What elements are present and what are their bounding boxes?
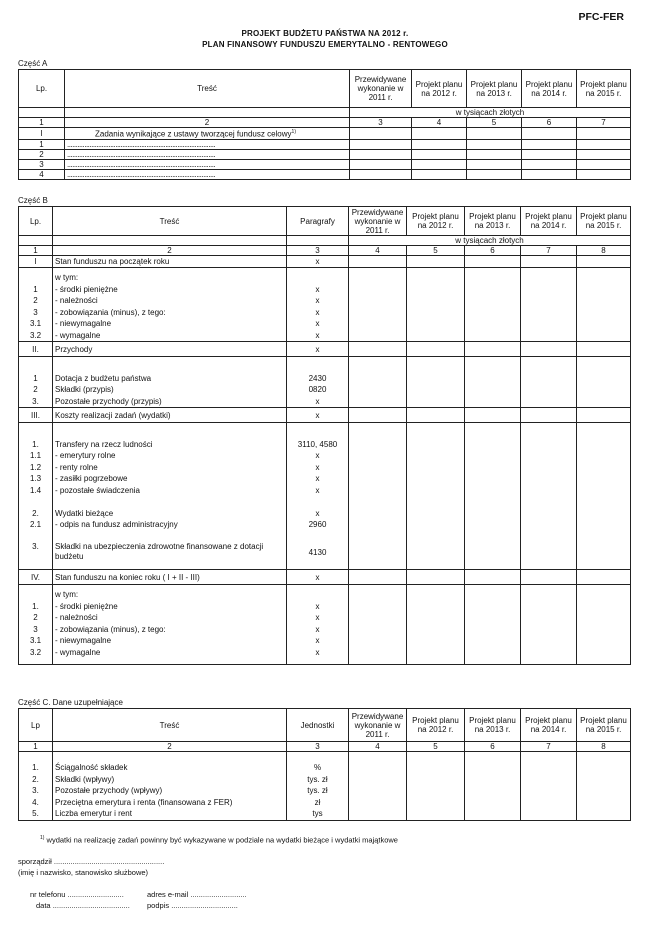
c-colnum: 7 [521,742,577,752]
b-row-lp [21,589,50,601]
b-row-lp [21,361,50,373]
b-row-par: x [315,462,320,472]
footnote-mark: 1) [40,835,45,841]
a-sub-lp: 1 [19,139,65,149]
b-row-lp: 1.3 [29,474,42,483]
b-section-lp: II. [19,342,53,357]
imie-caption: (imię i nazwisko, stanowisko służbowe) [18,868,149,877]
email-line [147,890,247,899]
b-row-text [55,531,284,543]
b-section-par: x [287,408,349,423]
b-section-2 [19,342,631,408]
b-section-par: x [287,342,349,357]
b-row-par [289,272,346,284]
a-header-c7: Projekt planu na 2015 r. [577,70,631,108]
b-row-lp: 2.1 [29,520,42,529]
a-sub-lp: 4 [19,169,65,179]
c-row-text: Ściągalność składek [55,763,128,772]
b-row-lp: 1 [33,284,38,294]
b-row-text [55,496,284,508]
b-section-4 [19,570,631,665]
b-section-lp: IV. [19,570,53,585]
b-row-par [289,427,346,439]
b-colnum: 3 [287,246,349,256]
b-section-1 [19,256,631,342]
c-header-c4: Przewidywane wykonanie w 2011 r. [349,709,407,742]
b-header-c6: Projekt planu na 2013 r. [465,207,521,236]
b-row-par: x [315,396,320,406]
part-a-table [18,69,631,180]
b-row-lp: 1.1 [29,451,42,460]
b-section-par: x [287,570,349,585]
a-sub-dots: ...................................................................................... [65,169,350,179]
sporzadzil-label: sporządził [18,857,52,866]
c-header-jednostki: Jednostki [287,709,349,742]
b-row-lp [21,427,50,439]
a-sub-lp: 3 [19,159,65,169]
b-row-lp [21,531,50,543]
b-row-text: - emerytury rolne [55,451,116,460]
a-header-c6: Projekt planu na 2014 r. [522,70,577,108]
b-row-par: 2430 [308,373,327,383]
a-unit: w tysiącach złotych [350,108,631,118]
c-row-lp: 3. [32,786,39,795]
b-row-lp: 3. [32,542,39,551]
c-row-unit: zł [314,797,321,807]
a-colnum: 2 [65,118,350,128]
b-row-text: - środki pieniężne [55,284,118,294]
a-colnum: 5 [467,118,522,128]
b-colnum: 4 [349,246,407,256]
form-code: PFC-FER [578,11,624,23]
b-row-lp [21,496,50,508]
b-section-title: Koszty realizacji zadań (wydatki) [53,408,287,423]
b-row-lp: 2 [33,296,38,305]
date-label: data [36,901,51,910]
c-row-text: Przeciętna emerytura i renta (finansowana z FER) [55,797,233,807]
b-row-text: Składki (przypis) [55,385,114,394]
b-row-lp: 3 [33,307,38,317]
b-row-lp: 3 [33,624,38,634]
c-header-c6: Projekt planu na 2013 r. [465,709,521,742]
b-section-lp: I [19,256,53,268]
b-row-lp [21,272,50,284]
a-sub-dots: ...................................................................................... [65,149,350,159]
c-colnum: 8 [577,742,631,752]
b-row-lp: 3.1 [29,319,42,328]
b-row-text: - należności [55,296,98,305]
b-section-title: Przychody [53,342,287,357]
a-row-i-text: Zadania wynikające z ustawy tworzącej fundusz celowy [95,129,292,139]
signature-field[interactable]: ................................ [171,901,238,910]
date-line [36,901,130,910]
b-section-par: x [287,256,349,268]
email-field[interactable]: ........................... [190,890,247,899]
c-colnum: 6 [465,742,521,752]
b-row-par: 2960 [308,520,327,529]
part-a-label: Część A [18,59,48,68]
c-header-tresc: Treść [53,709,287,742]
b-row-text: - zobowiązania (minus), z tego: [55,307,166,317]
b-row-text: - należności [55,613,98,622]
b-row-par: 3110, 4580 [297,439,338,449]
date-field[interactable]: ..................................... [52,901,130,910]
b-row-par [289,589,346,601]
b-row-text: - zasiłki pogrzebowe [55,474,128,483]
b-colnum: 5 [407,246,465,256]
b-row-par: x [315,451,320,460]
c-row-text: Pozostałe przychody (wpływy) [55,786,163,795]
a-header-c5: Projekt planu na 2013 r. [467,70,522,108]
footnote [40,835,398,845]
c-row-unit: tys [312,809,323,818]
part-b-label: Część B [18,196,48,205]
b-row-par: x [315,508,320,518]
b-row-text: w tym: [55,273,79,282]
a-colnum: 1 [19,118,65,128]
b-row-par: x [315,319,320,328]
b-row-par: x [315,613,320,622]
phone-field[interactable]: ........................... [67,890,124,899]
b-row-text: - renty rolne [55,462,98,472]
b-header-lp: Lp. [19,207,53,236]
b-row-text: Pozostałe przychody (przypis) [55,396,162,406]
b-row-lp: 1.2 [29,462,42,472]
b-row-lp: 2 [33,385,38,394]
a-colnum: 7 [577,118,631,128]
b-row-text [55,427,284,439]
email-label: adres e-mail [147,890,189,899]
b-colnum: 2 [53,246,287,256]
b-row-par: x [315,647,320,657]
sporzadzil-line [18,857,164,866]
b-row-lp: 1. [32,601,39,611]
a-row-i-text-cell [65,128,350,140]
c-row-text: Składki (wpływy) [55,774,115,784]
a-colnum: 6 [522,118,577,128]
b-row-par [289,361,346,373]
b-row-par: x [315,474,320,483]
b-colnum: 6 [465,246,521,256]
c-row-unit: tys. zł [307,786,328,795]
b-row-lp: 1.4 [29,485,42,495]
b-row-text: - niewymagalne [55,319,112,328]
c-header-lp: Lp [19,709,53,742]
b-header-paragrafy: Paragrafy [287,207,349,236]
b-section-3 [19,408,631,570]
phone-line [30,890,124,899]
b-row-text: - odpis na fundusz administracyjny [55,520,178,529]
b-row-lp: 2. [32,508,39,518]
b-row-par: x [315,624,320,634]
c-rows [19,752,631,821]
a-sub-lp: 2 [19,149,65,159]
c-row-lp: 5. [32,809,39,818]
b-row-par [289,496,346,508]
footnote-text: wydatki na realizację zadań powinny być wykazywane w podziale na wydatki bieżące i wydatki majątkowe [46,835,398,845]
b-row-text: - zobowiązania (minus), z tego: [55,624,166,634]
b-colnum: 7 [521,246,577,256]
b-row-lp: 3.1 [29,636,42,645]
b-row-par: x [315,307,320,317]
b-row-par [289,531,346,543]
c-row-lp: 4. [32,797,39,807]
b-row-lp: 1 [33,373,38,383]
b-section-lp: III. [19,408,53,423]
b-row-lp: 3.2 [29,330,42,340]
a-sub-dots: ...................................................................................... [65,139,350,149]
c-row-lp: 1. [32,763,39,772]
b-row-lp: 2 [33,613,38,622]
a-header-tresc: Treść [65,70,350,108]
c-colnum: 2 [53,742,287,752]
b-row-text [55,361,284,373]
c-header-c8: Projekt planu na 2015 r. [577,709,631,742]
sporzadzil-field[interactable]: ..................................................... [53,857,165,866]
b-row-text: - wymagalne [55,330,101,340]
b-row-lp: 3. [32,396,39,406]
c-colnum: 3 [287,742,349,752]
c-colnum: 5 [407,742,465,752]
b-header-tresc: Treść [53,207,287,236]
a-colnum: 3 [350,118,412,128]
b-row-par: x [315,601,320,611]
c-row-lp: 2. [32,774,39,784]
a-row-i-lp: I [19,128,65,140]
b-header-c7: Projekt planu na 2014 r. [521,207,577,236]
c-colnum: 4 [349,742,407,752]
signature-line [147,901,238,910]
b-row-par: x [315,485,320,495]
part-c-label: Część C. Dane uzupełniające [18,698,123,707]
title-line1: PROJEKT BUDŻETU PAŃSTWA NA 2012 r. [241,29,409,38]
b-row-par: x [315,636,320,645]
b-row-par: 0820 [308,385,327,394]
b-row-text: - niewymagalne [55,636,112,645]
a-header-lp: Lp. [19,70,65,108]
b-row-text: - wymagalne [55,647,101,657]
a-header-c4: Projekt planu na 2012 r. [412,70,467,108]
a-colnum: 4 [412,118,467,128]
b-row-text: Dotacja z budżetu państwa [55,373,152,383]
c-row-unit: % [313,763,322,772]
b-row-text: - środki pieniężne [55,601,118,611]
a-header-c3: Przewidywane wykonanie w 2011 r. [350,70,412,108]
c-row-unit: tys. zł [307,774,328,784]
b-row-lp: 3.2 [29,647,42,657]
b-row-par: 4130 [308,548,327,557]
b-row-text: Składki na ubezpieczenia zdrowotne finansowane z dotacji budżetu [55,542,264,561]
c-colnum: 1 [19,742,53,752]
b-row-lp: 1. [32,439,39,449]
a-sub-dots: ...................................................................................... [65,159,350,169]
title-line2: PLAN FINANSOWY FUNDUSZU EMERYTALNO - RENTOWEGO [202,40,448,49]
b-row-text: w tym: [55,590,79,599]
b-section-title: Stan funduszu na koniec roku ( I + II - III) [53,570,287,585]
b-colnum: 1 [19,246,53,256]
part-b-table [18,206,631,665]
b-header-c5: Projekt planu na 2012 r. [407,207,465,236]
b-row-par: x [315,284,320,294]
a-row-i-sup: 1) [291,129,296,135]
c-row-text: Liczba emerytur i rent [55,809,132,818]
phone-label: nr telefonu [30,890,66,899]
b-section-title: Stan funduszu na początek roku [53,256,287,268]
c-header-c5: Projekt planu na 2012 r. [407,709,465,742]
b-row-par: x [315,330,320,340]
b-colnum: 8 [577,246,631,256]
b-unit: w tysiącach złotych [349,236,631,246]
b-header-c4: Przewidywane wykonanie w 2011 r. [349,207,407,236]
part-c-table [18,708,631,821]
b-row-text: - pozostałe świadczenia [55,485,140,495]
b-row-par: x [315,296,320,305]
b-row-text: Transfery na rzecz ludności [55,439,153,449]
b-header-c8: Projekt planu na 2015 r. [577,207,631,236]
b-row-text: Wydatki bieżące [55,508,114,518]
c-header-c7: Projekt planu na 2014 r. [521,709,577,742]
signature-label: podpis [147,901,170,910]
